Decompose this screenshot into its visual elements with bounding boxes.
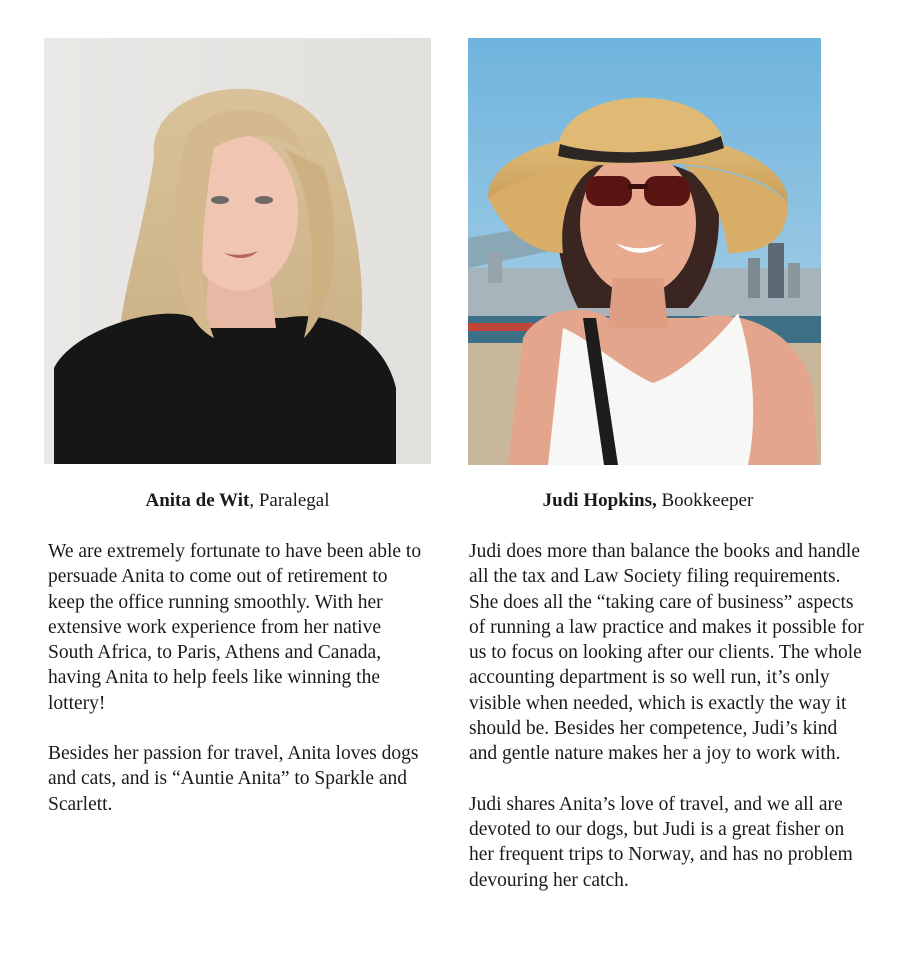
judi-role: Bookkeeper: [656, 490, 754, 511]
anita-bio-paragraph: We are extremely fortunate to have been able to persuade Anita to come out of retirement to keep the office running smoothly. With her extensive work experience from her native South Africa, to Paris, Athens and Canada, having Anita to help feels like winning the lottery!: [48, 541, 422, 714]
anita-portrait-photo: [44, 38, 431, 464]
judi-bio-paragraph: Judi shares Anita’s love of travel, and we all are devoted to our dogs, but Judi is a great fisher on her frequent trips to Norway, and has no problem devouring her catch.: [469, 793, 853, 891]
judi-caption: [468, 489, 828, 513]
anita-name: Anita de Wit: [145, 490, 250, 511]
anita-role: , Paralegal: [249, 490, 330, 511]
anita-caption: [44, 489, 431, 513]
judi-bio-paragraph: Judi does more than balance the books and handle all the tax and Law Society filing requirements. She does all the “taking care of business” aspects of running a law practice and makes it possible for us to focus on looking after our clients. The whole accounting department is so well run, it’s only visible when needed, which is exactly the way it should be. Besides her competence, Judi’s kind and gentle nature makes her a joy to work with.: [469, 541, 864, 765]
judi-name: Judi Hopkins,: [542, 490, 657, 511]
anita-bio: [48, 539, 428, 817]
anita-bio-paragraph: Besides her passion for travel, Anita loves dogs and cats, and is “Auntie Anita” to Sparkle and Scarlett.: [48, 743, 419, 815]
judi-bio: [469, 539, 869, 893]
judi-portrait-photo: [468, 38, 821, 465]
